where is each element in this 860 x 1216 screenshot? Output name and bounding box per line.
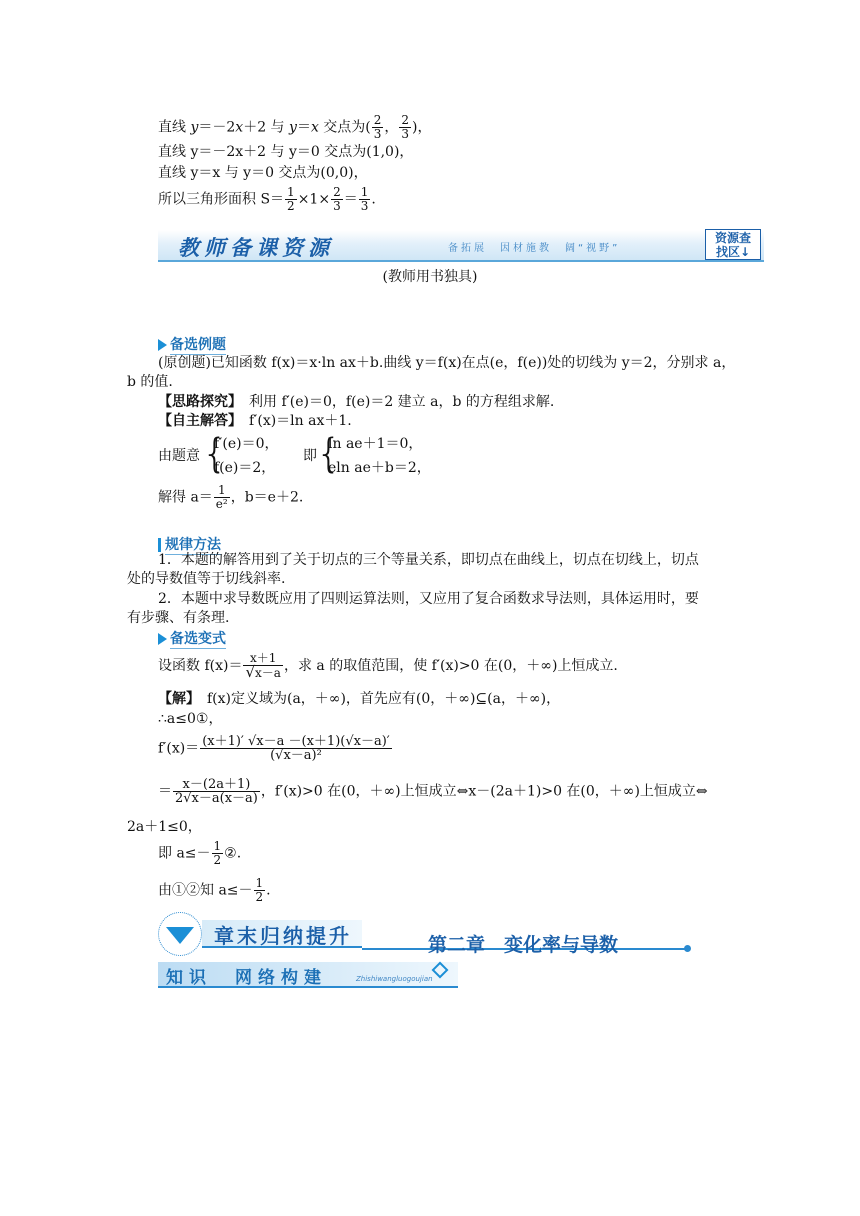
derivative-simplified: ＝ $\frac{x-(2a+1)}{2√x-a(x-a)}$ ，f′(x)>0 在(0，＋∞)上恒成立⇔x－(2a＋1)>0 在(0，＋∞)上恒成立⇔: [158, 777, 708, 806]
tag-example: 备选例题: [158, 334, 226, 355]
derivative-conclusion: 2a＋1≤0，: [127, 819, 202, 835]
left-brace: {: [316, 431, 342, 477]
left-brace: {: [202, 431, 228, 477]
example-problem-line2: b 的值.: [127, 374, 173, 390]
equation-system: 由题意 { f′(e)＝0， f(e)＝2， 即 { ln ae＋1＝0， eln ae＋b＝2，: [158, 431, 431, 477]
button-label-bottom: 找区↓: [715, 245, 751, 259]
teacher-note: (教师用书独具): [382, 269, 478, 285]
triangle-marker-icon: [158, 633, 167, 645]
result-line: 解得 a＝ $\frac{1}{\text{e²}}$ ，b＝e＋2.: [158, 483, 304, 511]
chevron-down-icon: [166, 927, 194, 944]
line-area: 所以三角形面积 S＝ $\frac{1}{2}$ ×1× $\frac{2}{3}$ ＝ $\frac{1}{3}$ .: [158, 185, 376, 213]
line-intersection-2: 直线 y＝－2x＋2 与 y＝0 交点为(1,0)，: [158, 144, 414, 160]
fraction: $\frac{2}{3}$: [401, 113, 410, 141]
knowledge-network-header: [158, 962, 458, 988]
banner-subtitle: 备拓展 因材施教 阔“视野”: [448, 243, 621, 254]
triangle-marker-icon: [158, 339, 167, 351]
idea-line: 【思路探究】 利用 f′(e)＝0，f(e)＝2 建立 a，b 的方程组求解.: [158, 394, 555, 410]
variant-solution-1: 【解】 f(x)定义域为(a，＋∞)，首先应有(0，＋∞)⊆(a，＋∞)，: [158, 691, 561, 707]
button-label-top: 资源查: [714, 231, 751, 245]
solve-line: 【自主解答】 f′(x)＝ln ax＋1.: [158, 413, 352, 429]
arrow-down-icon: ↓: [739, 245, 751, 259]
tag-variant: 备选变式: [158, 628, 226, 649]
knowledge-network-title: 知识 网络构建: [166, 968, 327, 988]
method-point-2: 2．本题中求导数既应用了四则运算法则，又应用了复合函数求导法则，具体运用时，要: [158, 591, 699, 607]
line-intersection-1: 直线 y＝－2x＋2 与 y＝x 交点为( $\frac{2}{3}$ ， $\frac{2}{3}$ )，: [158, 113, 432, 141]
tag-method: 规律方法: [158, 534, 221, 555]
chapter-banner: [158, 912, 690, 958]
teacher-resource-banner: [158, 230, 764, 262]
fraction: $\frac{2}{3}$: [373, 113, 382, 141]
divider-dot: [684, 945, 691, 952]
condition-2: 即 a≤－ $\frac{1}{2}$ ②.: [158, 839, 242, 867]
line-intersection-3: 直线 y＝x 与 y＝0 交点为(0,0)，: [158, 165, 368, 181]
banner-title: 教师备课资源: [178, 235, 334, 260]
method-point-2-cont: 有步骤、有条理.: [127, 610, 230, 626]
example-problem-line1: (原创题)已知函数 f(x)＝x·ln ax＋b.曲线 y＝f(x)在点(e，f(e))处的切线为 y＝2，分别求 a，: [158, 355, 736, 371]
method-point-1-cont: 处的导数值等于切线斜率.: [127, 571, 286, 587]
chapter-right-title: 第二章 变化率与导数: [428, 934, 619, 956]
diamond-icon: [432, 962, 449, 979]
chapter-circle-icon: [158, 912, 202, 956]
bar-marker-icon: [158, 538, 161, 552]
resource-finder-button[interactable]: [705, 229, 761, 260]
derivative-expression: f′(x)＝ $\frac{(x+1)' √x-a -(x+1)(√x-a)'}{\text{(√x－a)²}}$: [158, 734, 390, 763]
method-point-1: 1．本题的解答用到了关于切点的三个等量关系，即切点在曲线上，切点在切线上，切点: [158, 552, 699, 568]
final-answer: 由①②知 a≤－ $\frac{1}{2}$ .: [158, 876, 271, 904]
chapter-left-title: 章末归纳提升: [214, 924, 352, 948]
pinyin-subtitle: Zhishiwangluogoujian: [356, 975, 433, 983]
variant-question: 设函数 f(x)＝ $\frac{x+1}{√x-a}$ ，求 a 的取值范围，使 f′(x)>0 在(0，＋∞)上恒成立.: [158, 651, 618, 681]
variant-solution-2: ∴a≤0①，: [158, 711, 223, 727]
